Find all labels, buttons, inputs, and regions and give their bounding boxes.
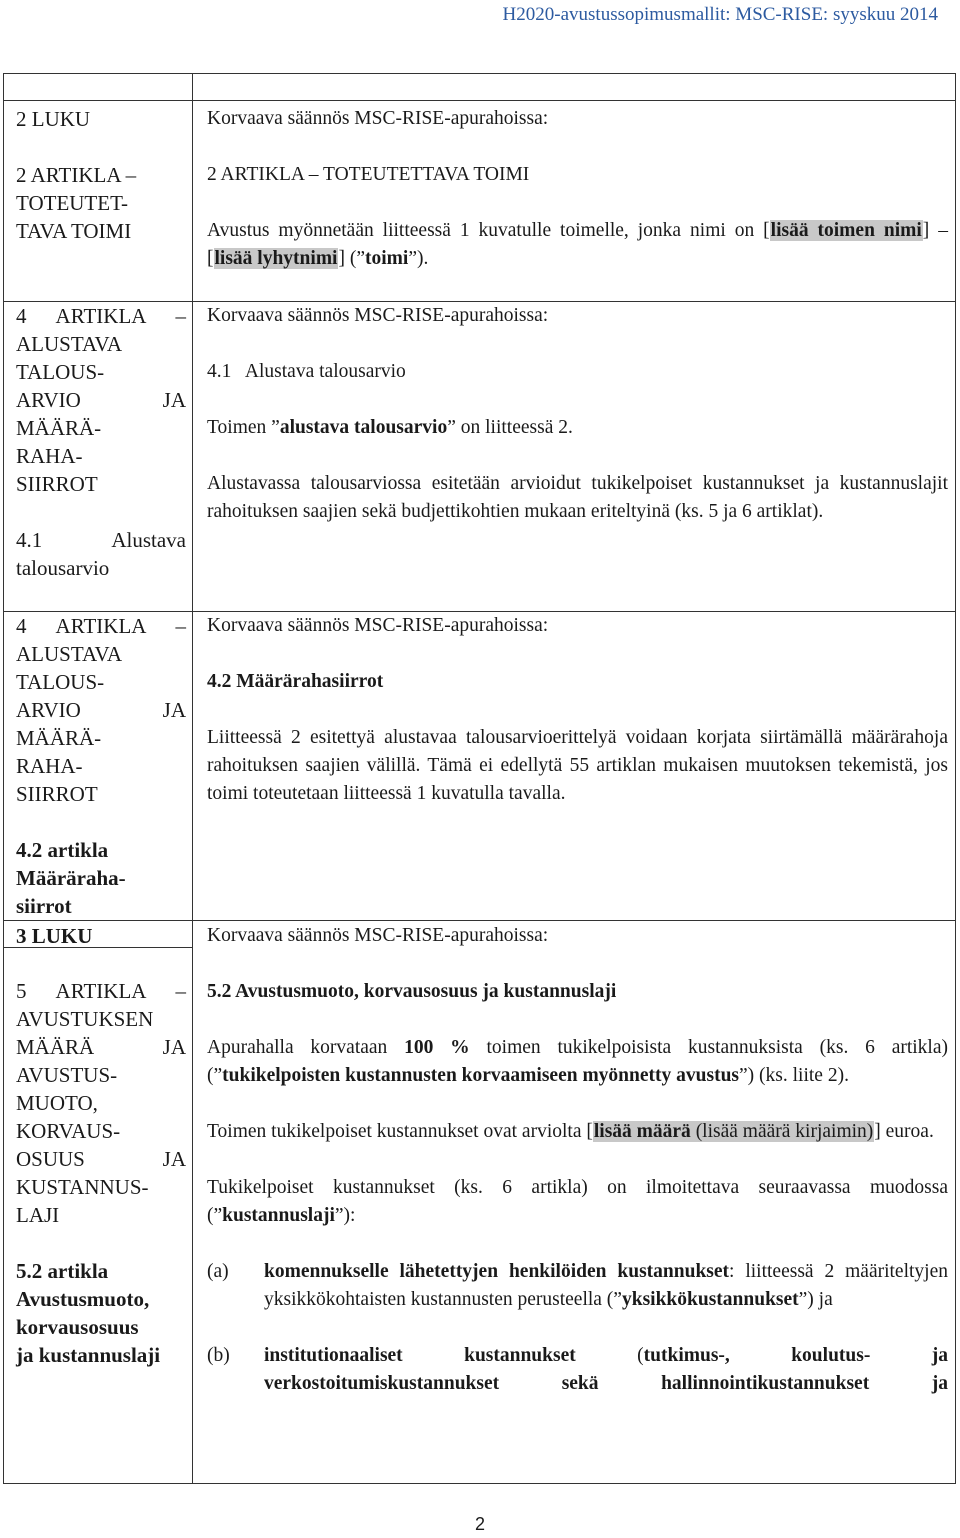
- subsection-heading-line: 5.2 artikla: [16, 1259, 109, 1283]
- article-heading-line: SIIRROT: [16, 472, 98, 496]
- subsection-paragraph: Apurahalla korvataan 100 % toimen tukikelpoisista kustannuksista (ks. 6 artikla) (”tukikelpoisten kustannusten korvaamiseen myönnetty avustus”) (ks. liite 2).: [207, 1037, 948, 1086]
- defined-term: tukikelpoisten kustannusten korvaamiseen myönnetty avustus: [222, 1065, 740, 1086]
- chapter-heading: 2 LUKU: [16, 107, 91, 131]
- article-heading-line: ALUSTAVA: [16, 642, 123, 666]
- subsection-paragraph: Liitteessä 2 esitettyä alustavaa talousarvioerittelyä voidaan korjata siirtämällä määrärahoja rahoituksen saajien välillä. Tämä ei edellytä 55 artiklan mukaisen muutoksen tekemistä, jos toimi toteutetaan liitteessä 1 kuvatulla tavalla.: [207, 727, 948, 804]
- left-cell-article-5: [16, 977, 186, 1369]
- article-heading-line: 2 ARTIKLA –: [16, 163, 137, 187]
- right-cell-article-4-1: [207, 302, 948, 526]
- table-header-row: [4, 74, 955, 101]
- list-item: [207, 1342, 948, 1398]
- replacement-clause-intro: Korvaava säännös MSC-RISE-apurahoissa:: [207, 615, 549, 636]
- article-paragraph: Avustus myönnetään liitteessä 1 kuvatulle toimelle, jonka nimi on [lisää toimen nimi] – [lisää lyhytnimi] (”toimi”).: [207, 220, 948, 269]
- page-number: 2: [474, 1514, 485, 1534]
- article-heading-line: TALOUS-: [16, 360, 105, 384]
- defined-term: kustannuslaji: [222, 1205, 335, 1226]
- left-cell-article-2: [16, 105, 186, 245]
- article-heading-line: RAHA-: [16, 444, 83, 468]
- article-heading-line: KUSTANNUS-: [16, 1175, 149, 1199]
- article-heading-line: RAHA-: [16, 754, 83, 778]
- list-item-text: komennukselle lähetettyjen henkilöiden kustannukset: liitteessä 2 määriteltyjen yksikkökohtaisten kustannusten perusteella (”yksikkökustannukset”) ja: [264, 1261, 948, 1310]
- placeholder-highlight: lisää määrä (lisää määrä kirjaimin): [593, 1121, 874, 1142]
- subsection-heading-line: ja kustannuslaji: [16, 1343, 161, 1367]
- article-heading-line: TALOUS-: [16, 670, 105, 694]
- article-heading-line: AVUSTUS-: [16, 1063, 118, 1087]
- article-heading-line: OSUUS JA: [16, 1147, 186, 1171]
- subsection-heading-line: 4.1 Alustava: [16, 528, 186, 552]
- defined-term: alustava talousarvio: [279, 417, 448, 438]
- article-heading-line: TOTEUTET-: [16, 191, 128, 215]
- subsection-heading-line: korvausosuus: [16, 1315, 139, 1339]
- percentage-value: 100 %: [404, 1037, 470, 1058]
- article-heading-line: ALUSTAVA: [16, 332, 123, 356]
- subsection-heading-line: Määräraha-: [16, 866, 126, 890]
- article-heading-line: MUOTO,: [16, 1091, 98, 1115]
- article-heading-line: MÄÄRÄ-: [16, 726, 102, 750]
- article-title: 2 ARTIKLA – TOTEUTETTAVA TOIMI: [207, 164, 530, 185]
- placeholder-highlight: lisää lyhytnimi: [214, 248, 338, 269]
- subsection-paragraph: Tukikelpoiset kustannukset (ks. 6 artikla) on ilmoitettava seuraavassa muodossa (”kustannuslaji”):: [207, 1177, 948, 1226]
- article-heading-line: MÄÄRÄ JA: [16, 1035, 186, 1059]
- list-marker: (a): [207, 1261, 229, 1282]
- subsection-heading-line: siirrot: [16, 894, 72, 918]
- subsection-heading-line: Avustusmuoto,: [16, 1287, 150, 1311]
- replacement-clause-intro: Korvaava säännös MSC-RISE-apurahoissa:: [207, 925, 549, 946]
- replacement-clause-intro: Korvaava säännös MSC-RISE-apurahoissa:: [207, 305, 549, 326]
- subsection-heading-line: talousarvio: [16, 556, 110, 580]
- placeholder-highlight: lisää toimen nimi: [770, 220, 922, 241]
- article-heading-line: ARVIO JA: [16, 698, 186, 722]
- subsection-title: 4.1 Alustava talousarvio: [207, 361, 406, 382]
- article-heading-line: KORVAUS-: [16, 1119, 121, 1143]
- subsection-title: 4.2 Määrärahasiirrot: [207, 671, 384, 692]
- right-cell-article-4-2: [207, 612, 948, 808]
- column-divider: [192, 74, 193, 1483]
- article-heading-line: 4 ARTIKLA –: [16, 614, 186, 638]
- row-divider-right: [192, 920, 955, 921]
- article-heading-line: ARVIO JA: [16, 388, 186, 412]
- left-cell-article-4-2: [16, 612, 186, 920]
- subsection-heading-line: 4.2 artikla: [16, 838, 109, 862]
- list-item-text: institutionaaliset kustannukset (tutkimus-, koulutus- ja verkostoitumiskustannukset sekä hallinnointikustannukset ja: [264, 1345, 948, 1394]
- article-heading-line: LAJI: [16, 1203, 60, 1227]
- chapter-heading: 3 LUKU: [16, 924, 93, 948]
- replacement-clause-intro: Korvaava säännös MSC-RISE-apurahoissa:: [207, 108, 549, 129]
- article-heading-line: MÄÄRÄ-: [16, 416, 102, 440]
- list-item: [207, 1258, 948, 1314]
- document-table: [3, 73, 956, 1484]
- subsection-paragraph: Toimen tukikelpoiset kustannukset ovat arviolta [lisää määrä (lisää määrä kirjaimin)] euroa.: [207, 1121, 934, 1142]
- right-cell-article-5-2: [207, 922, 948, 1398]
- defined-term: toimi: [365, 248, 409, 269]
- article-heading-line: TAVA TOIMI: [16, 219, 132, 243]
- left-cell-article-4-1: [16, 302, 186, 582]
- article-heading-line: 4 ARTIKLA –: [16, 304, 186, 328]
- article-heading-line: SIIRROT: [16, 782, 98, 806]
- list-marker: (b): [207, 1345, 230, 1366]
- article-heading-line: AVUSTUKSEN: [16, 1007, 154, 1031]
- row-divider-left: [4, 920, 192, 921]
- left-cell-chapter-3: [16, 922, 186, 950]
- subsection-paragraph: Alustavassa talousarviossa esitetään arvioidut tukikelpoiset kustannukset ja kustannuslajit rahoituksen saajien sekä budjettikohtien mukaan eriteltyinä (ks. 5 ja 6 artiklat).: [207, 473, 948, 522]
- subsection-paragraph: Toimen ”alustava talousarvio” on liitteessä 2.: [207, 417, 573, 438]
- running-header: H2020-avustussopimusmallit: MSC-RISE: syyskuu 2014: [502, 4, 938, 25]
- article-heading-line: 5 ARTIKLA –: [16, 979, 186, 1003]
- right-cell-article-2: [207, 105, 948, 273]
- subsection-title: 5.2 Avustusmuoto, korvausosuus ja kustannuslaji: [207, 981, 617, 1002]
